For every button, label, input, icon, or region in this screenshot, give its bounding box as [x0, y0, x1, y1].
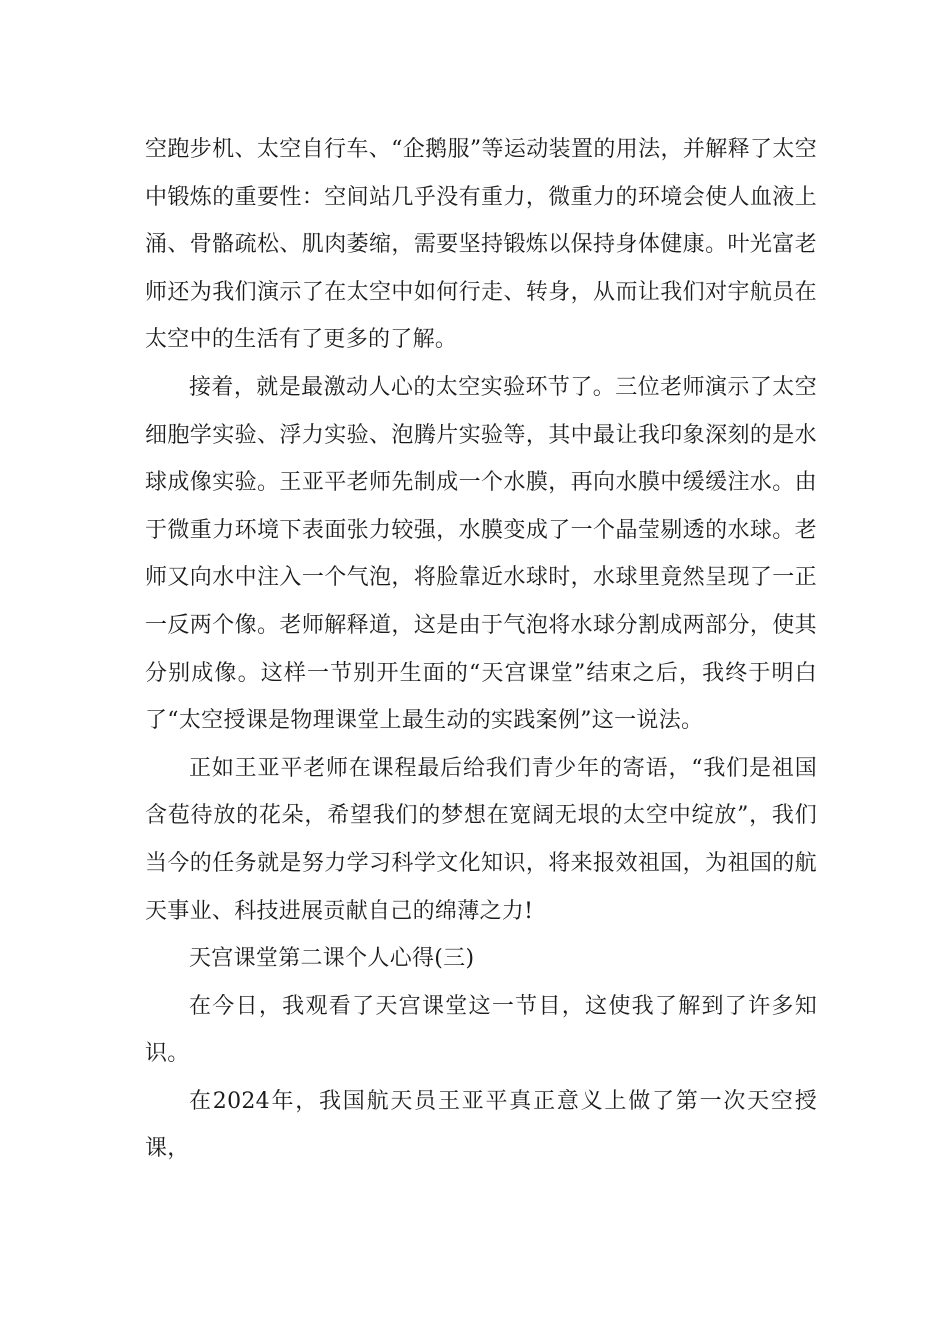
- document-body: [145, 126, 817, 1173]
- paragraph-1: 空跑步机、太空自行车、“企鹅服”等运动装置的用法，并解释了太空中锻炼的重要性：空间站几乎没有重力，微重力的环境会使人血液上涌、骨骼疏松、肌肉萎缩，需要坚持锻炼以保持身体健康。叶光富老师还为我们演示了在太空中如何行走、转身，从而让我们对宇航员在太空中的生活有了更多的了解。: [145, 137, 817, 353]
- section-heading: 天宫课堂第二课个人心得(三): [189, 946, 475, 972]
- paragraph-4: 在今日，我观看了天宫课堂这一节目，这使我了解到了许多知识。: [145, 993, 817, 1067]
- paragraph-3: 正如王亚平老师在课程最后给我们青少年的寄语，“我们是祖国含苞待放的花朵，希望我们的梦想在宽阔无垠的太空中绽放”，我们当今的任务就是努力学习科学文化知识，将来报效祖国，为祖国的航天事业、科技进展贡献自己的绵薄之力!: [145, 755, 817, 924]
- paragraph-5: 在2024年，我国航天员王亚平真正意义上做了第一次天空授课，: [145, 1088, 817, 1162]
- paragraph-2: 接着，就是最激动人心的太空实验环节了。三位老师演示了太空细胞学实验、浮力实验、泡腾片实验等，其中最让我印象深刻的是水球成像实验。王亚平老师先制成一个水膜，再向水膜中缓缓注水。由于微重力环境下表面张力较强，水膜变成了一个晶莹剔透的水球。老师又向水中注入一个气泡，将脸靠近水球时，水球里竟然呈现了一正一反两个像。老师解释道，这是由于气泡将水球分割成两部分，使其分别成像。这样一节别开生面的“天宫课堂”结束之后，我终于明白了“太空授课是物理课堂上最生动的实践案例”这一说法。: [145, 374, 817, 734]
